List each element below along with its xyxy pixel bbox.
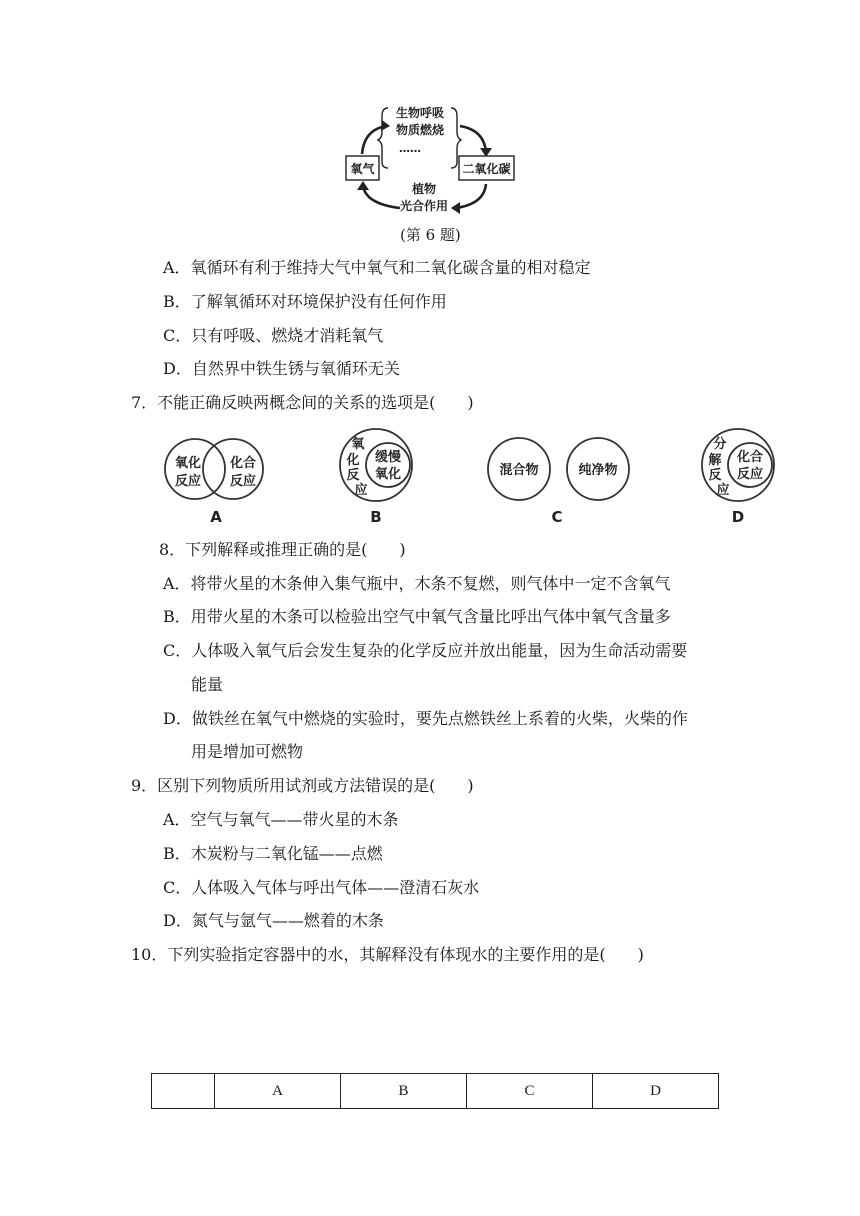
q7b-outer-char-1: 氧 <box>351 437 365 452</box>
oxygen-box-label: 氧气 <box>350 162 375 176</box>
q7a-label: A <box>210 508 222 526</box>
q8-option-a[interactable]: A．将带火星的木条伸入集气瓶中，木条不复燃，则气体中一定不含氧气 <box>163 574 671 593</box>
q7b-outer-char-2: 化 <box>346 453 360 468</box>
q7a-left-line-1: 氧化 <box>174 456 202 471</box>
q7c-left-label: 混合物 <box>499 463 539 478</box>
q10-stem: 10．下列实验指定容器中的水，其解释没有体现水的主要作用的是( ) <box>131 945 644 964</box>
q7a-right-line-1: 化合 <box>229 456 257 471</box>
q7b-inner-line-2: 氧化 <box>374 467 402 482</box>
q7-figure-b[interactable] <box>336 428 426 528</box>
oxygen-cycle-diagram <box>338 100 523 220</box>
q7b-outer-char-4: 应 <box>354 483 368 498</box>
figure-caption-q6: (第 6 题) <box>400 226 461 244</box>
q7d-inner-line-1: 化合 <box>736 450 764 465</box>
q7d-inner-line-2: 反应 <box>736 467 764 482</box>
q7d-outer-char-1: 分 <box>713 437 727 452</box>
q7b-inner-line-1: 缓慢 <box>374 450 402 465</box>
q8-option-c-cont: 能量 <box>191 675 224 694</box>
q9-option-a[interactable]: A．空气与氧气——带火星的木条 <box>163 810 399 829</box>
q6-option-c[interactable]: C．只有呼吸、燃烧才消耗氧气 <box>163 326 384 345</box>
q7d-outer-char-2: 解 <box>708 453 722 468</box>
diagram-top-line-2: 物质燃烧 <box>395 123 445 137</box>
co2-box-label: 二氧化碳 <box>462 162 511 176</box>
q7d-outer-char-4: 应 <box>716 483 730 498</box>
q7b-outer-char-3: 反 <box>346 468 360 483</box>
q6-option-b[interactable]: B．了解氧循环对环境保护没有任何作用 <box>163 292 447 311</box>
q6-option-d[interactable]: D．自然界中铁生锈与氧循环无关 <box>163 359 400 378</box>
table-header-d[interactable]: D <box>593 1074 719 1109</box>
q9-option-b[interactable]: B．木炭粉与二氧化锰——点燃 <box>163 844 383 863</box>
diagram-top-line-3: …… <box>399 142 421 155</box>
q10-answer-table <box>151 1073 719 1109</box>
table-header-b[interactable]: B <box>341 1074 467 1109</box>
q9-stem: 9．区别下列物质所用试剂或方法错误的是( ) <box>131 776 474 795</box>
table-header-blank <box>152 1074 215 1109</box>
q7d-label: D <box>731 508 745 526</box>
q7c-label: C <box>551 508 563 526</box>
q9-option-c[interactable]: C．人体吸入气体与呼出气体——澄清石灰水 <box>163 878 480 897</box>
q8-option-b[interactable]: B．用带火星的木条可以检验出空气中氧气含量比呼出气体中氧气含量多 <box>163 607 671 626</box>
q7b-label: B <box>370 508 382 526</box>
q8-option-d-cont: 用是增加可燃物 <box>191 742 304 761</box>
q7a-right-line-2: 反应 <box>229 474 257 489</box>
table-header-c[interactable]: C <box>467 1074 593 1109</box>
q6-option-a[interactable]: A．氧循环有利于维持大气中氧气和二氧化碳含量的相对稳定 <box>163 258 591 277</box>
q7-figure-d[interactable] <box>698 428 788 528</box>
q7-figure-c[interactable] <box>484 436 634 528</box>
q9-option-d[interactable]: D．氮气与氩气——燃着的木条 <box>163 911 384 930</box>
table-row <box>152 1074 719 1109</box>
q8-stem: 8．下列解释或推理正确的是( ) <box>159 540 406 559</box>
q7d-outer-char-3: 反 <box>708 468 722 483</box>
diagram-bottom-line-2: 光合作用 <box>399 199 449 213</box>
q8-option-d[interactable]: D．做铁丝在氧气中燃烧的实验时，要先点燃铁丝上系着的火柴，火柴的作 <box>163 709 688 728</box>
table-header-a[interactable]: A <box>215 1074 341 1109</box>
q8-option-c[interactable]: C．人体吸入氧气后会发生复杂的化学反应并放出能量，因为生命活动需要 <box>163 641 688 660</box>
q7-stem: 7．不能正确反映两概念间的关系的选项是( ) <box>131 393 474 412</box>
q7-figure-a[interactable] <box>160 436 280 528</box>
diagram-top-line-1: 生物呼吸 <box>395 106 445 120</box>
diagram-bottom-line-1: 植物 <box>411 182 437 196</box>
q7a-left-line-2: 反应 <box>174 474 202 489</box>
q7c-right-label: 纯净物 <box>578 463 618 478</box>
